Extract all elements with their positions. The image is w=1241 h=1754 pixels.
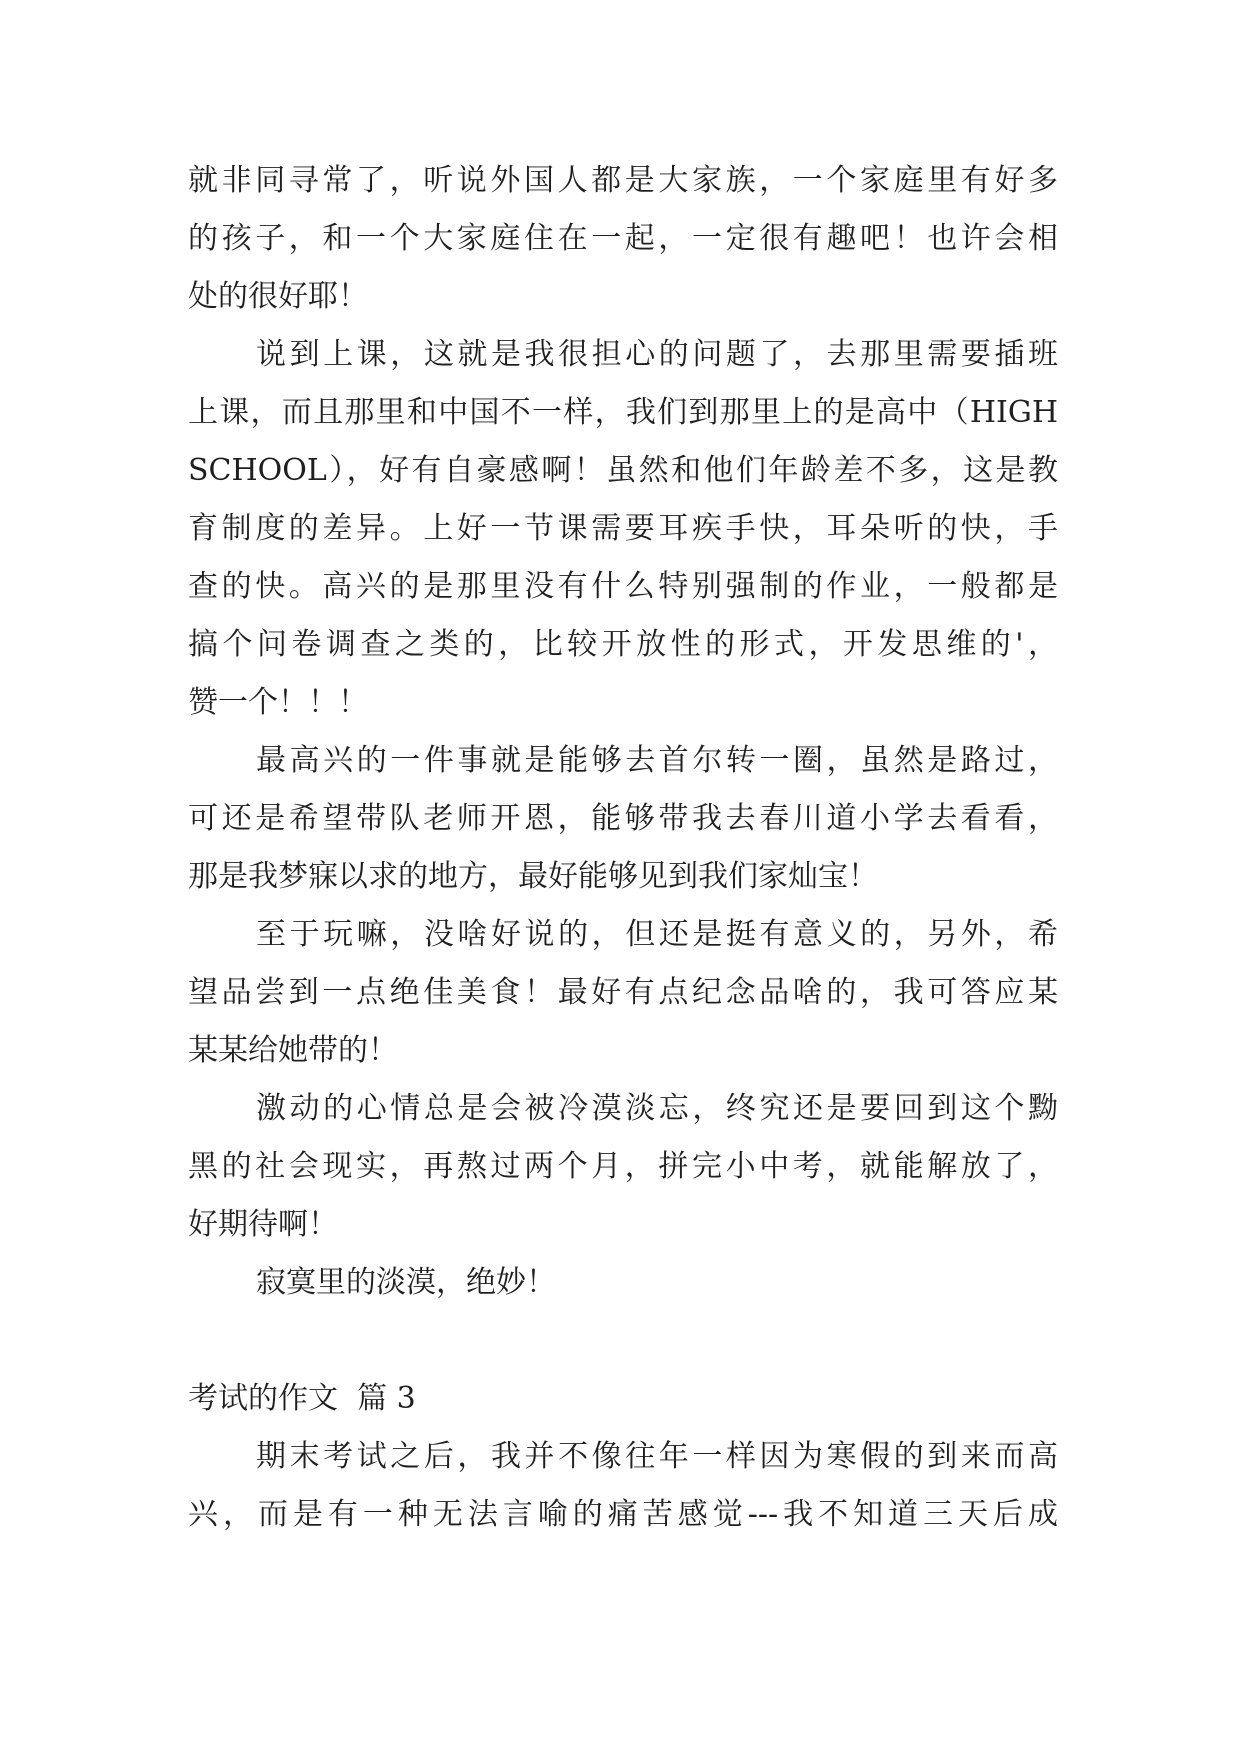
text-line: SCHOOL），好有自豪感啊！虽然和他们年龄差不多，这是教 <box>188 453 1058 488</box>
text-line: 寂寞里的淡漠，绝妙！ <box>256 1265 556 1300</box>
text-line: 那是我梦寐以求的地方，最好能够见到我们家灿宝！ <box>188 859 878 894</box>
text-line: 的孩子，和一个大家庭住在一起，一定很有趣吧！也许会相 <box>188 221 1058 256</box>
text-line: 赞一个！！！ <box>188 685 368 720</box>
text-line: 查的快。高兴的是那里没有什么特别强制的作业，一般都是 <box>188 569 1058 604</box>
text-line: 某某给她带的！ <box>188 1033 398 1068</box>
text-line: 说到上课，这就是我很担心的问题了，去那里需要插班 <box>256 337 1058 372</box>
section-gap <box>188 1312 1058 1370</box>
paragraph-5 <box>188 1080 1058 1254</box>
text-line: 激动的心情总是会被冷漠淡忘，终究还是要回到这个黝 <box>256 1091 1058 1126</box>
text-line: 兴，而是有一种无法言喻的痛苦感觉---我不知道三天后成 <box>188 1497 1058 1532</box>
text-line: 黑的社会现实，再熬过两个月，拼完小中考，就能解放了， <box>188 1149 1058 1184</box>
section-heading: 考试的作文 篇 3 <box>188 1381 416 1416</box>
text-line: 期末考试之后，我并不像往年一样因为寒假的到来而高 <box>256 1439 1058 1474</box>
text-line: 望品尝到一点绝佳美食！最好有点纪念品啥的，我可答应某 <box>188 975 1058 1010</box>
text-line: 可还是希望带队老师开恩，能够带我去春川道小学去看看， <box>188 801 1058 836</box>
document-body <box>188 152 1058 1544</box>
text-line: 上课，而且那里和中国不一样，我们到那里上的是高中（HIGH <box>188 395 1058 430</box>
text-line: 最高兴的一件事就是能够去首尔转一圈，虽然是路过， <box>256 743 1058 778</box>
paragraph-6 <box>188 1254 1058 1312</box>
paragraph-7 <box>188 1428 1058 1544</box>
paragraph-3 <box>188 732 1058 906</box>
text-line: 搞个问卷调查之类的，比较开放性的形式，开发思维的'， <box>188 627 1058 662</box>
text-line: 就非同寻常了，听说外国人都是大家族，一个家庭里有好多 <box>188 163 1058 198</box>
paragraph-4 <box>188 906 1058 1080</box>
paragraph-1 <box>188 152 1058 326</box>
text-line: 至于玩嘛，没啥好说的，但还是挺有意义的，另外，希 <box>256 917 1058 952</box>
text-line: 处的很好耶！ <box>188 279 368 314</box>
text-line: 好期待啊！ <box>188 1207 338 1242</box>
paragraph-2 <box>188 326 1058 732</box>
text-line: 育制度的差异。上好一节课需要耳疾手快，耳朵听的快，手 <box>188 511 1058 546</box>
